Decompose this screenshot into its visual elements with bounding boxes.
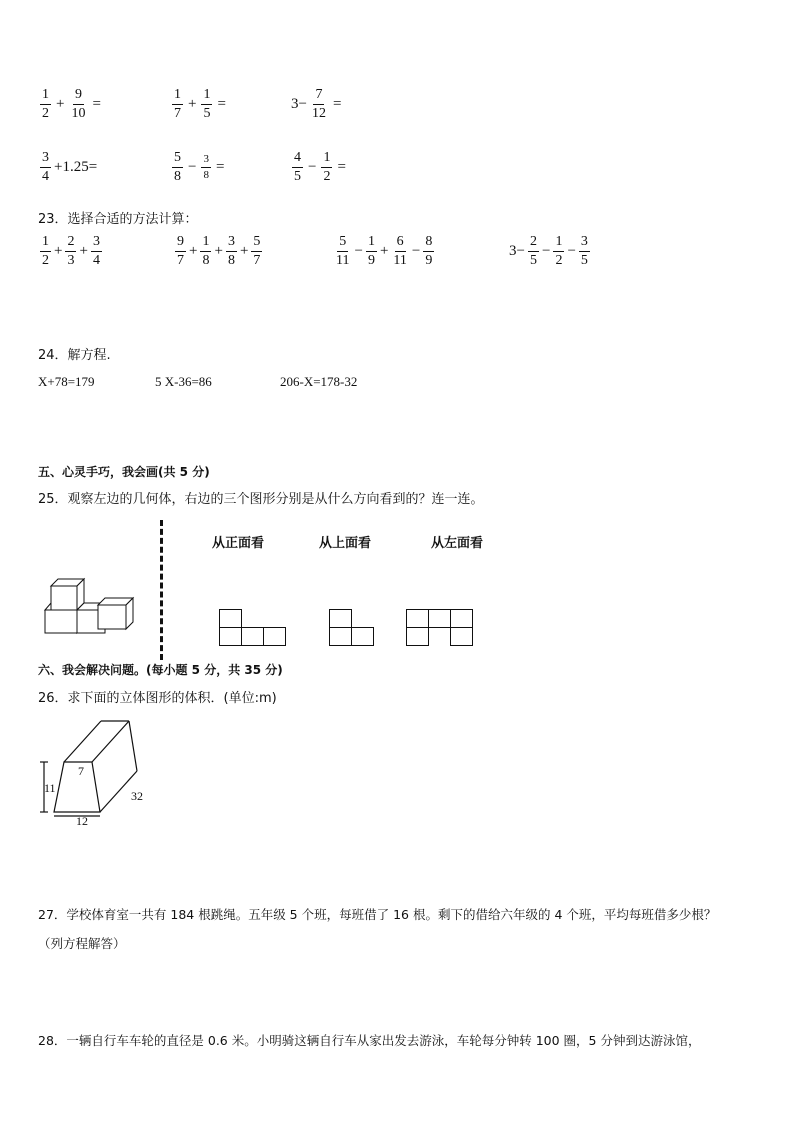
equation-3: 206-X=178-32: [280, 374, 358, 389]
cube-front-face: [51, 586, 77, 610]
label-depth: 32: [131, 789, 143, 803]
view-shape-1: [219, 609, 287, 647]
fraction: $\frac{1}{5}$: [203, 87, 211, 121]
view-shape-3: [406, 609, 474, 647]
expression-22-4: $\frac{3}{4}$ +1.25=: [42, 150, 98, 184]
fraction: $\frac{4}{5}$: [294, 150, 301, 184]
question-23-title: 23．选择合适的方法计算：: [38, 212, 198, 227]
equation-2: 5 X-36=86: [155, 374, 212, 389]
fraction: $\frac{9}{10}$: [71, 87, 86, 121]
equation-1: X+78=179: [38, 374, 95, 389]
cube-solid-figure: [38, 570, 144, 636]
fraction: $\frac{2}{3}$: [67, 234, 75, 268]
expression-22-1: $\frac{1}{2}$ + $\frac{9}{10}$ =: [42, 87, 101, 121]
fraction: $\frac{1}{8}$: [202, 234, 210, 268]
trapezoid-prism-figure: [36, 715, 166, 831]
fraction: $\frac{5}{8}$: [174, 150, 181, 184]
view-shape-2: [329, 609, 375, 647]
expression-23-3: $\frac{5}{11}$ − $\frac{1}{9}$ + $\frac{6}{11}$ − $\frac{8}{9}$: [336, 234, 433, 268]
section-6-title: 六、我会解决问题。(每小题 5 分，共 35 分): [38, 663, 283, 677]
expression-23-4: 3− $\frac{2}{5}$ − $\frac{1}{2}$ − $\frac{3}{5}$: [509, 234, 588, 268]
expression-22-5: $\frac{5}{8}$ − $\frac{3}{8}$ =: [174, 150, 225, 184]
question-27-line2: （列方程解答）: [38, 936, 126, 951]
question-25-title: 25．观察左边的几何体，右边的三个图形分别是从什么方向看到的？连一连。: [38, 492, 484, 507]
question-24-title: 24．解方程.: [38, 348, 111, 363]
fraction: $\frac{3}{4}$: [42, 150, 49, 184]
expression-22-3: 3− $\frac{7}{12}$ =: [291, 87, 342, 121]
fraction: $\frac{9}{7}$: [177, 234, 184, 268]
expression-22-6: $\frac{4}{5}$ − $\frac{1}{2}$ =: [294, 150, 346, 184]
fraction: $\frac{1}{7}$: [174, 87, 181, 121]
fraction: $\frac{3}{8}$: [203, 153, 209, 181]
fraction: $\frac{1}{9}$: [367, 234, 375, 268]
section-5-title: 五、心灵手巧，我会画(共 5 分): [38, 465, 210, 479]
label-height: 11: [44, 781, 56, 795]
fraction: $\frac{1}{2}$: [42, 87, 49, 121]
cube-front-face: [98, 605, 126, 629]
fraction: $\frac{2}{5}$: [529, 234, 537, 268]
question-26-title: 26．求下面的立体图形的体积．(单位:m): [38, 691, 277, 706]
view-label-top: 从上面看: [319, 536, 372, 551]
view-label-left: 从左面看: [431, 536, 484, 551]
expression-23-2: $\frac{9}{7}$ + $\frac{1}{8}$ + $\frac{3}{8}$ + $\frac{5}{7}$: [177, 234, 261, 268]
fraction: $\frac{8}{9}$: [425, 234, 433, 268]
fraction: $\frac{3}{8}$: [227, 234, 235, 268]
fraction: $\frac{1}{2}$: [42, 234, 49, 268]
label-top-width: 7: [78, 764, 84, 778]
question-27-line1: 27．学校体育室一共有 184 根跳绳。五年级 5 个班，每班借了 16 根。剩下的借给六年级的 4 个班，平均每班借多少根？: [38, 907, 717, 922]
fraction: $\frac{1}{2}$: [323, 150, 331, 184]
fraction: $\frac{3}{4}$: [92, 234, 100, 268]
expression-23-1: $\frac{1}{2}$ + $\frac{2}{3}$ + $\frac{3}{4}$: [42, 234, 100, 268]
fraction: $\frac{1}{2}$: [555, 234, 563, 268]
fraction: $\frac{7}{12}$: [311, 87, 326, 121]
view-label-front: 从正面看: [212, 536, 265, 551]
cube-front-face: [45, 610, 77, 633]
fraction: $\frac{5}{11}$: [336, 234, 350, 268]
label-bottom-width: 12: [76, 814, 88, 828]
fraction: $\frac{5}{7}$: [253, 234, 261, 268]
dashed-divider: [160, 520, 163, 660]
fraction: $\frac{3}{5}$: [580, 234, 588, 268]
question-28-line1: 28．一辆自行车车轮的直径是 0.6 米。小明骑这辆自行车从家出发去游泳，车轮每分钟转 100 圈，5 分钟到达游泳馆，: [38, 1033, 701, 1048]
fraction: $\frac{6}{11}$: [393, 234, 407, 268]
expression-22-2: $\frac{1}{7}$ + $\frac{1}{5}$ =: [174, 87, 226, 121]
